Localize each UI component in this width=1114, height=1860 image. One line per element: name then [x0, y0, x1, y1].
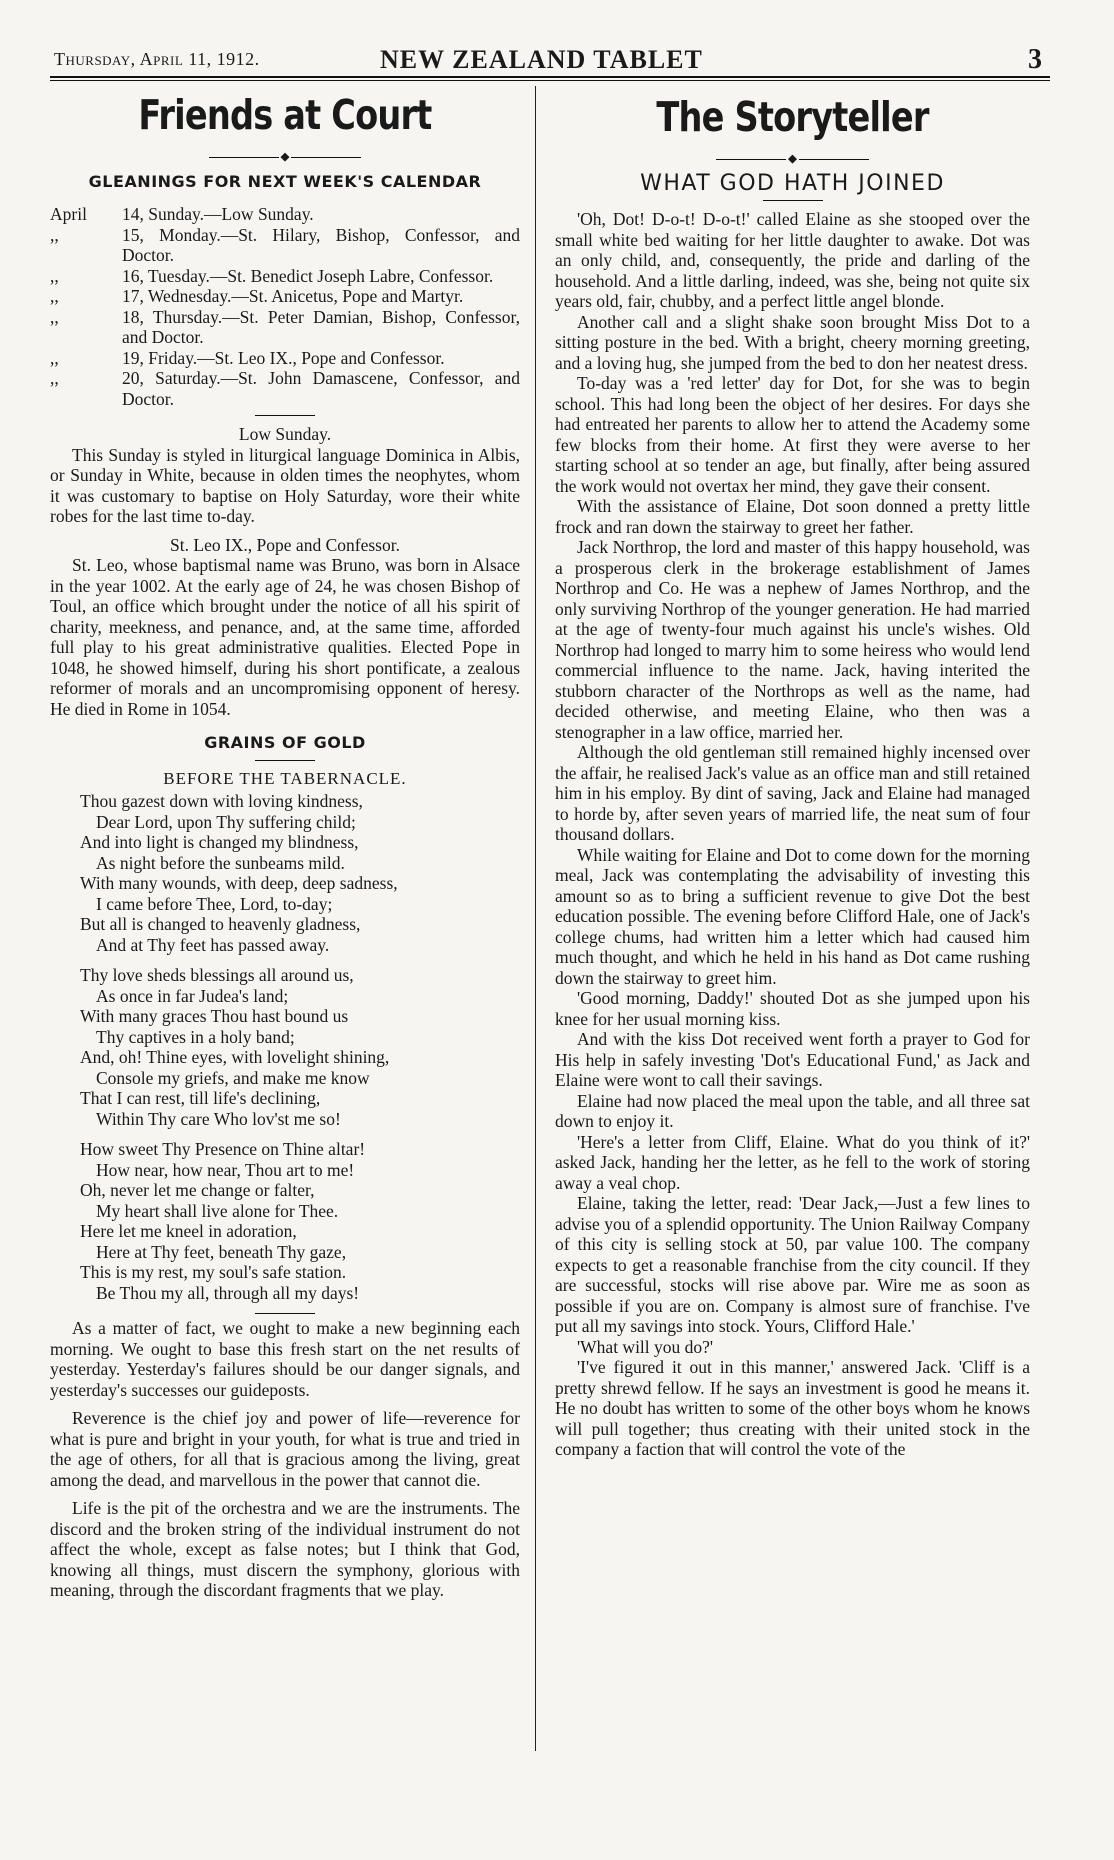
- calendar-text: 14, Sunday.—Low Sunday.: [122, 204, 314, 224]
- poem-line: As night before the sunbeams mild.: [96, 852, 345, 873]
- right-column: [555, 86, 1030, 1460]
- story-paragraph: Jack Northrop, the lord and master of this happy household, was a prosperous clerk in the brokerage establishment of James Northrop and Co. He was a nephew of James Northrop, and the only surviving Northrop of the younger generation. He had married at the age of twenty-four much against his uncle's wishes. Old Northrop had longed to marry him to some heiress who would lend commercial influence to the name. Jack, having interited the stubborn character of the Northrops as well as the name, had decided otherwise, and meeting Elaine, who then was a stenographer in a law office, married her.: [555, 537, 1030, 742]
- poem-line: That I can rest, till life's declining,: [80, 1088, 321, 1108]
- poem-line: And at Thy feet has passed away.: [96, 934, 330, 955]
- calendar-heading: GLEANINGS FOR NEXT WEEK'S CALENDAR: [88, 171, 482, 191]
- paragraph-reverence: Reverence is the chief joy and power of life—reverence for what is pure and bright in your youth, for what is true and tried in the age of others, for all that is gracious among the living, great among the dead, and marvellous in the power that cannot die.: [50, 1408, 520, 1490]
- poem-line: Be Thou my all, through all my days!: [96, 1282, 360, 1303]
- poem-line: This is my rest, my soul's safe station.: [80, 1262, 347, 1282]
- story-title: WHAT GOD HATH JOINED: [640, 170, 945, 196]
- story-paragraph: Elaine had now placed the meal upon the table, and all three sat down to enjoy it.: [555, 1090, 1030, 1131]
- calendar-text: 20, Saturday.—St. John Damascene, Confessor, and Doctor.: [122, 368, 520, 409]
- poem-stanza: [80, 791, 520, 955]
- poem-line: Thou gazest down with loving kindness,: [80, 791, 363, 811]
- ornament-divider: ◆: [50, 146, 520, 168]
- page-number: 3: [1028, 44, 1042, 75]
- low-sunday-title: Low Sunday.: [238, 424, 332, 444]
- header-rule-thin: [50, 80, 1050, 81]
- poem-line: And into light is changed my blindness,: [80, 832, 359, 852]
- section-heading-storyteller: The Storyteller: [656, 93, 929, 141]
- poem-line: Dear Lord, upon Thy suffering child;: [96, 811, 356, 832]
- poem-line: With many graces Thou hast bound us: [80, 1006, 349, 1026]
- calendar-text: 18, Thursday.—St. Peter Damian, Bishop, Confessor, and Doctor.: [122, 306, 520, 347]
- story-paragraph: 'Here's a letter from Cliff, Elaine. What do you think of it?' asked Jack, handing her the letter, as he fell to the work of storing away a veal chop.: [555, 1131, 1030, 1193]
- ornament-divider: ◆: [555, 148, 1030, 170]
- story-paragraph: And with the kiss Dot received went forth a prayer to God for His help in safely investing 'Dot's Educational Fund,' as Jack and Elaine were wont to call their savings.: [555, 1029, 1030, 1090]
- story-paragraph: 'I've figured it out in this manner,' answered Jack. 'Cliff is a pretty shrewd fellow. If he says an investment is good he means it. He no doubt has written to some of the other boys whom he knows will pull together; thus creating with their united stock in the company a faction that will control the vote of the: [555, 1357, 1030, 1459]
- poem-line: Within Thy care Who lov'st me so!: [96, 1108, 341, 1129]
- story-paragraph: Although the old gentleman still remained highly incensed over the affair, he realised Jack's value as an office man and still retained him in his employ. By dint of saving, Jack and Elaine had managed to horde by, after seven years of married life, the neat sum of four thousand dollars.: [555, 742, 1030, 844]
- issue-date: Thursday, April 11, 1912.: [54, 49, 260, 69]
- story-paragraph: To-day was a 'red letter' day for Dot, for she was to begin school. This had long been the object of her desires. For days she had entreated her parents to allow her to attend the Academy some few blocks from their home. At first they were averse to her starting school at so tender an age, but finally, after being assured the work would not overtax her mind, they gave their consent.: [555, 373, 1030, 496]
- paragraph-orchestra: Life is the pit of the orchestra and we are the instruments. The discord and the broken string of the individual instrument do not affect the whole, except as false notes; but I think that God, knowing all things, must discern the symphony, glorious with meaning, through the discordant fragments that we play.: [50, 1498, 520, 1600]
- column-divider: [535, 86, 536, 1751]
- grains-heading: GRAINS OF GOLD: [204, 733, 366, 752]
- calendar-text: 17, Wednesday.—St. Anicetus, Pope and Martyr.: [122, 286, 464, 306]
- calendar-entry: [50, 348, 520, 369]
- calendar-list: [50, 204, 520, 409]
- section-heading-friends-at-court: Friends at Court: [138, 91, 432, 139]
- calendar-entry: [50, 368, 520, 409]
- poem-line: I came before Thee, Lord, to-day;: [96, 893, 333, 914]
- poem-stanza: [80, 1139, 520, 1303]
- leo-paragraph: St. Leo, whose baptismal name was Bruno, was born in Alsace in the year 1002. At the early age of 24, he was chosen Bishop of Toul, an office which brought under the notice of all his spirit of charity, meekness, and penance, and, at the same time, afforded full play to his great administrative qualities. Elected Pope in 1048, he showed himself, during his short pontificate, a zealous reformer of morals and an uncompromising opponent of heresy. He died in Rome in 1054.: [50, 555, 520, 719]
- poem-line: How near, how near, Thou art to me!: [96, 1159, 355, 1180]
- calendar-marker: ,,: [50, 265, 59, 286]
- poem-title: BEFORE THE TABERNACLE.: [163, 768, 407, 788]
- calendar-entry: [50, 266, 520, 287]
- short-rule: [255, 760, 315, 761]
- poem-line: How sweet Thy Presence on Thine altar!: [80, 1139, 366, 1159]
- story-paragraph: 'Good morning, Daddy!' shouted Dot as she jumped upon his knee for her usual morning kiss.: [555, 988, 1030, 1029]
- calendar-marker: ,,: [50, 306, 59, 327]
- story-paragraph: Another call and a slight shake soon brought Miss Dot to a sitting posture in the bed. With a bright, cheery morning greeting, and a loving hug, she jumped from the bed to don her neatest dress.: [555, 311, 1030, 373]
- poem-line: My heart shall live alone for Thee.: [96, 1200, 339, 1221]
- calendar-marker: ,,: [50, 286, 59, 306]
- leo-title: St. Leo IX., Pope and Confessor.: [170, 534, 400, 555]
- page-header: [40, 44, 1050, 76]
- poem-line: Here at Thy feet, beneath Thy gaze,: [96, 1241, 347, 1262]
- calendar-entry: [50, 204, 520, 225]
- calendar-text: 15, Monday.—St. Hilary, Bishop, Confessor, and Doctor.: [122, 224, 520, 265]
- poem-line: Thy love sheds blessings all around us,: [80, 965, 354, 985]
- left-column: [50, 86, 520, 1601]
- story-paragraph: With the assistance of Elaine, Dot soon donned a pretty little frock and ran down the stairway to greet her father.: [555, 496, 1030, 537]
- poem-line: Console my griefs, and make me know: [96, 1067, 370, 1088]
- calendar-marker: ,,: [50, 347, 59, 368]
- calendar-entry: [50, 225, 520, 266]
- paragraph-fresh-start: As a matter of fact, we ought to make a new beginning each morning. We ought to base this fresh start on the net results of yesterday. Yesterday's failures should be our danger signals, and yesterday's successes our guideposts.: [50, 1318, 520, 1400]
- story-paragraph: Elaine, taking the letter, read: 'Dear Jack,—Just a few lines to advise you of a splendid opportunity. The Union Railway Company of this city is selling stock at 50, par value 100. The company expects to get a reasonable franchise from the city council. If they are successful, stocks will rise above par. Wire me as soon as possible if you are on. Company is almost sure of franchise. I've put all my savings into stock. Yours, Clifford Hale.': [555, 1193, 1030, 1336]
- short-rule: [255, 415, 315, 416]
- poem-line: With many wounds, with deep, deep sadness,: [80, 873, 398, 893]
- poem-line: Thy captives in a holy band;: [96, 1026, 295, 1047]
- low-sunday-paragraph: This Sunday is styled in liturgical language Dominica in Albis, or Sunday in White, because in olden times the neophytes, whom it was customary to baptise on Holy Saturday, wore their white robes for the last time to-day.: [50, 444, 520, 526]
- calendar-entry: [50, 307, 520, 348]
- newspaper-title: NEW ZEALAND TABLET: [380, 45, 703, 74]
- calendar-text: 16, Tuesday.—St. Benedict Joseph Labre, Confessor.: [122, 265, 494, 286]
- short-rule: [255, 1313, 315, 1314]
- poem-line: And, oh! Thine eyes, with lovelight shining,: [80, 1047, 390, 1067]
- calendar-marker: ,,: [50, 368, 59, 388]
- poem-line: Oh, never let me change or falter,: [80, 1180, 315, 1200]
- poem-stanza: [80, 965, 520, 1129]
- story-paragraph: 'Oh, Dot! D-o-t! D-o-t!' called Elaine as she stooped over the small white bed waiting for her little daughter to awake. Dot was an only child, and, consequently, the pride and darling of the household. And a little darling, indeed, was she, being not quite six years old, fair, chubby, and a perfect little angel blonde.: [555, 209, 1030, 311]
- calendar-marker: ,,: [50, 224, 59, 245]
- calendar-marker: April: [50, 204, 87, 224]
- poem-line: Here let me kneel in adoration,: [80, 1221, 297, 1241]
- story-paragraph: While waiting for Elaine and Dot to come down for the morning meal, Jack was contemplating the advisability of investing this amount so as to bring a sufficient revenue to give Dot the best education possible. The evening before Clifford Hale, one of Jack's college chums, had written him a letter which had caused him much thought, and which he held in his hand as Dot came rushing down the stairway to greet him.: [555, 844, 1030, 988]
- poem-line: But all is changed to heavenly gladness,: [80, 914, 361, 934]
- short-rule: [763, 200, 823, 201]
- poem-line: As once in far Judea's land;: [96, 985, 289, 1006]
- calendar-text: 19, Friday.—St. Leo IX., Pope and Confessor.: [122, 347, 445, 368]
- header-rule: [50, 76, 1050, 78]
- story-paragraph: 'What will you do?': [577, 1336, 714, 1357]
- calendar-entry: [50, 286, 520, 307]
